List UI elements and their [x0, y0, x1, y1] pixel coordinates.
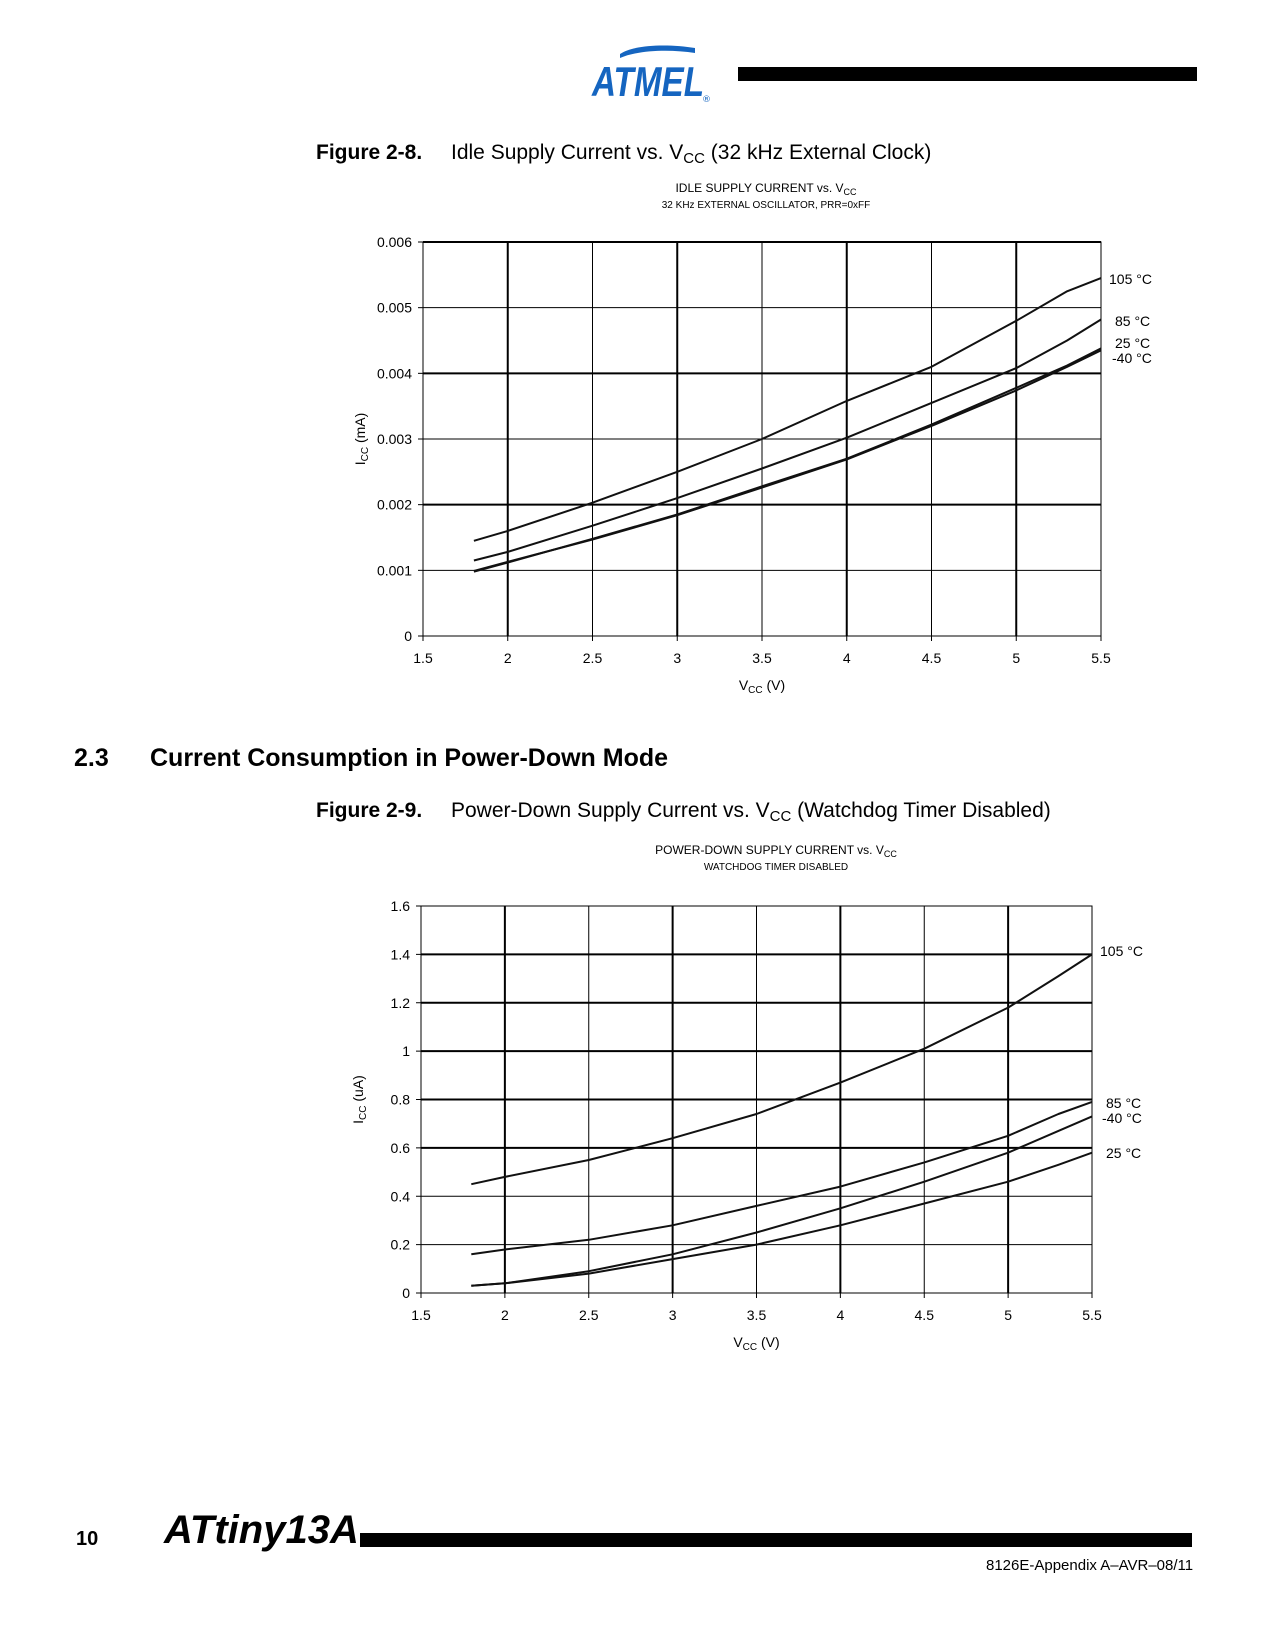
legend-label: 85 °C	[1106, 1095, 1142, 1111]
figure-2-8-caption	[316, 141, 931, 165]
y-tick-label: 1.2	[390, 994, 410, 1011]
x-axis-label: $V_{CC}$ (V)	[738, 677, 786, 696]
chart-title: POWER-DOWN SUPPLY CURRENT vs. $V_{CC}$	[655, 843, 897, 859]
x-tick-label: 3	[673, 650, 682, 666]
legend-label: 25 °C	[1115, 335, 1151, 351]
y-tick-label: 1.4	[390, 946, 410, 963]
x-tick-label: 2	[503, 650, 512, 666]
atmel-logo-text: ATMEL	[591, 58, 704, 104]
x-tick-label: 4	[842, 650, 851, 666]
atmel-logo	[590, 44, 712, 104]
y-tick-label: 0.4	[390, 1188, 410, 1205]
series-line	[474, 350, 1101, 571]
legend-label: -40 °C	[1112, 350, 1152, 366]
footer-rule	[360, 1533, 1192, 1547]
document-title: ATtiny13A	[164, 1508, 359, 1552]
caption-text-end: (32 kHz External Clock)	[704, 141, 932, 164]
caption-subscript: CC	[683, 150, 705, 167]
section-heading	[74, 744, 668, 773]
x-tick-label: 5.5	[1091, 650, 1111, 666]
y-tick-label: 0	[402, 1285, 410, 1301]
atmel-logo-swoosh	[620, 46, 695, 58]
y-tick-label: 0.6	[390, 1139, 410, 1156]
x-tick-label: 3.5	[752, 650, 772, 666]
series-line	[471, 954, 1092, 1184]
power-down-current-chart	[0, 830, 1275, 1370]
x-tick-label: 5	[1012, 650, 1021, 666]
legend-label: 25 °C	[1106, 1145, 1142, 1161]
legend-label: 105 °C	[1100, 943, 1143, 959]
series-line	[471, 1153, 1092, 1286]
y-tick-label: 1.6	[390, 898, 410, 914]
document-code: 8126E-Appendix A–AVR–08/11	[986, 1557, 1194, 1574]
series-line	[471, 1102, 1092, 1254]
caption-text: Power-Down Supply Current vs. V	[451, 799, 770, 822]
x-tick-label: 4.5	[921, 650, 942, 666]
y-tick-label: 0.8	[390, 1091, 410, 1108]
chart-grid	[416, 906, 1092, 1298]
y-tick-label: 0	[404, 628, 412, 644]
x-tick-label: 3	[668, 1307, 677, 1323]
section-number: 2.3	[74, 744, 109, 772]
registered-mark-icon: ®	[702, 95, 711, 104]
header-rule	[738, 67, 1197, 81]
y-tick-label: 0.006	[376, 234, 412, 250]
legend-label: 85 °C	[1115, 313, 1151, 329]
series-line	[474, 320, 1101, 561]
y-tick-label: 1	[402, 1043, 410, 1060]
y-tick-label: 0.002	[376, 496, 412, 513]
x-tick-label: 1.5	[411, 1307, 431, 1323]
figure-number: Figure 2-8.	[316, 141, 423, 164]
y-tick-label: 0.003	[376, 431, 412, 447]
caption-subscript: CC	[769, 808, 792, 825]
section-title: Current Consumption in Power-Down Mode	[150, 744, 669, 772]
caption-text: Idle Supply Current vs. V	[451, 141, 684, 164]
chart-subtitle: WATCHDOG TIMER DISABLED	[703, 862, 849, 873]
x-tick-label: 1.5	[413, 650, 433, 666]
y-tick-label: 0.005	[376, 299, 412, 316]
chart-subtitle: 32 KHz EXTERNAL OSCILLATOR, PRR=0xFF	[661, 200, 871, 211]
x-axis-label: $V_{CC}$ (V)	[733, 1334, 780, 1353]
caption-text-end: (Watchdog Timer Disabled)	[791, 799, 1051, 822]
y-axis-label: $I_{CC}$ (mA)	[352, 412, 371, 466]
series-line	[474, 278, 1101, 541]
y-tick-label: 0.004	[376, 365, 412, 382]
x-tick-label: 5	[1004, 1307, 1013, 1323]
x-tick-label: 5.5	[1082, 1307, 1102, 1323]
chart-title: IDLE SUPPLY CURRENT vs. $V_{CC}$	[675, 181, 857, 197]
x-tick-label: 2.5	[579, 1307, 599, 1323]
figure-number: Figure 2-9.	[316, 799, 423, 822]
page-number: 10	[76, 1528, 99, 1550]
legend-label: 105 °C	[1109, 271, 1152, 287]
x-tick-label: 4	[836, 1307, 845, 1323]
legend-label: -40 °C	[1102, 1110, 1142, 1126]
x-tick-label: 2	[500, 1307, 509, 1323]
y-axis-label: $I_{CC}$ (uA)	[350, 1075, 369, 1124]
idle-current-chart	[0, 170, 1275, 710]
y-tick-label: 0.001	[376, 562, 412, 579]
x-tick-label: 4.5	[914, 1307, 934, 1323]
x-tick-label: 2.5	[582, 650, 603, 666]
y-tick-label: 0.2	[390, 1236, 410, 1253]
x-tick-label: 3.5	[746, 1307, 767, 1323]
figure-2-9-caption	[316, 799, 1051, 823]
chart-grid	[418, 242, 1101, 641]
